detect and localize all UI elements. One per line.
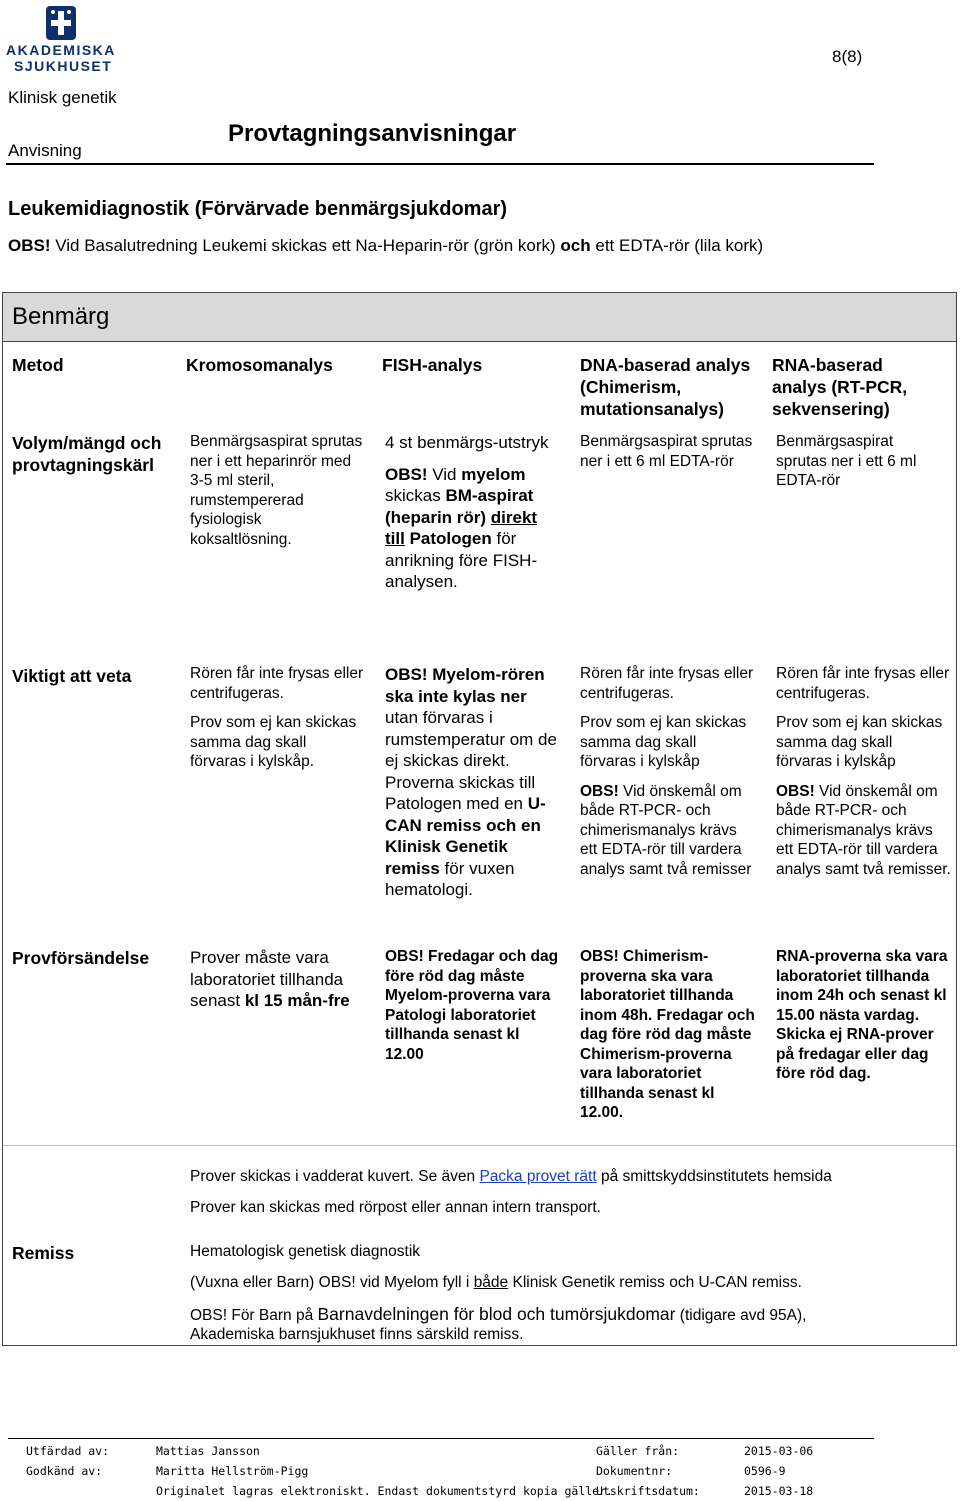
footer-utfardad-label: Utfärdad av: [26, 1444, 110, 1458]
row-label-viktigt: Viktigt att veta [12, 666, 132, 686]
header-metod: Metod [12, 355, 64, 375]
footer-godkand-label: Godkänd av: [26, 1464, 103, 1478]
basal-note: OBS! Vid Basalutredning Leukemi skickas ett Na-Heparin-rör (grön kork) och ett EDTA-rör (lila kork) [8, 236, 764, 255]
footer-godkand-value: Maritta Hellström-Pigg [156, 1464, 309, 1478]
header-dna: DNA-baserad analys (Chimerism, mutationsanalys) [580, 355, 751, 419]
table-band [3, 293, 956, 342]
footer-utskrift-label: Utskriftsdatum: [596, 1484, 700, 1498]
footer-divider [8, 1438, 874, 1439]
header-fish: FISH-analys [382, 355, 483, 375]
document-title: Provtagningsanvisningar [228, 120, 517, 147]
shipping-line-1: Prover skickas i vadderat kuvert. Se även Packa provet rätt på smittskyddsinstitutets hemsida [190, 1168, 832, 1185]
remiss-line-2: (Vuxna eller Barn) OBS! vid Myelom fyll i både Klinisk Genetik remiss och U-CAN remiss. [190, 1274, 802, 1291]
volym-dna: Benmärgsaspirat sprutas ner i ett 6 ml EDTA-rör [580, 433, 753, 470]
shipping-line-2: Prover kan skickas med rörpost eller annan intern transport. [190, 1199, 601, 1216]
remiss-line-3: OBS! För Barn på Barnavdelningen för blod och tumörsjukdomar (tidigare avd 95A), [190, 1304, 807, 1324]
volym-fish: 4 st benmärgs-utstryk OBS! Vid myelom skickas BM-aspirat (heparin rör) direkt till Patologen för anrikning före FISH-analysen. [385, 433, 549, 591]
section-title: Leukemidiagnostik (Förvärvade benmärgsjukdomar) [8, 198, 508, 220]
department: Klinisk genetik [8, 88, 117, 107]
table-band-title: Benmärg [12, 303, 110, 330]
viktigt-dna: Rören får inte frysas eller centrifugeras. Prov som ej kan skickas samma dag skall förvaras i kylskåp OBS! Vid önskemål om både RT-PCR- och chimerismanalys krävs ett EDTA-rör till vardera analys samt två remisser [580, 665, 754, 878]
logo-text: AKADEMISKA SJUKHUSET [6, 42, 116, 74]
viktigt-kromosom: Rören får inte frysas eller centrifugeras. Prov som ej kan skickas samma dag skall förvaras i kylskåp. [190, 665, 364, 770]
footer-utfardad-value: Mattias Jansson [156, 1444, 260, 1458]
footer-dokumentnr-value: 0596-9 [744, 1464, 786, 1478]
packa-provet-ratt-link[interactable]: Packa provet rätt [479, 1168, 597, 1185]
remiss-line-4: Akademiska barnsjukhuset finns särskild remiss. [190, 1326, 524, 1343]
remiss-line-1: Hematologisk genetisk diagnostik [190, 1243, 421, 1260]
row-divider [3, 1145, 956, 1146]
row-label-remiss: Remiss [12, 1243, 75, 1263]
page-number: 8(8) [832, 47, 863, 66]
footer-galler-value: 2015-03-06 [744, 1444, 814, 1458]
footer-original-note: Originalet lagras elektroniskt. Endast dokumentstyrd kopia gäller. [156, 1484, 613, 1498]
volym-kromosom: Benmärgsaspirat sprutas ner i ett heparinrör med 3-5 ml steril, rumstempererad fysiologisk koksaltlösning. [190, 433, 363, 548]
header-rna: RNA-baserad analys (RT-PCR, sekvensering) [772, 355, 908, 419]
header-divider [6, 163, 874, 165]
footer-dokumentnr-label: Dokumentnr: [596, 1464, 673, 1478]
row-label-provforsandelse: Provförsändelse [12, 948, 150, 968]
footer-utskrift-value: 2015-03-18 [744, 1484, 814, 1498]
footer-galler-label: Gäller från: [596, 1444, 680, 1458]
document-type: Anvisning [8, 141, 82, 160]
prov-dna: OBS! Chimerism-proverna ska vara laboratoriet tillhanda inom 48h. Fredagar och dag före röd dag måste Chimerism-proverna vara laboratoriet tillhanda senast kl 12.00. [580, 948, 755, 1121]
volym-rna: Benmärgsaspirat sprutas ner i ett 6 ml EDTA-rör [776, 433, 917, 489]
prov-kromosom: Prover måste vara laboratoriet tillhanda senast kl 15 mån-fre [190, 948, 350, 1010]
prov-rna: RNA-proverna ska vara laboratoriet tillhanda inom 24h och senast kl 15.00 nästa vardag. Skicka ej RNA-prover på fredagar eller dag före röd dag. [776, 948, 948, 1082]
viktigt-fish: OBS! Myelom-rören ska inte kylas ner utan förvaras i rumstemperatur om de ej skickas direkt. Proverna skickas till Patologen med en U-CAN remiss och en Klinisk Genetik remiss för vuxen hematologi. [385, 665, 557, 899]
header-kromosomanalys: Kromosomanalys [186, 355, 333, 375]
row-label-volym: Volym/mängd och provtagningskärl [12, 433, 162, 475]
prov-fish: OBS! Fredagar och dag före röd dag måste Myelom-proverna vara Patologi laboratoriet tillhanda senast kl 12.00 [385, 948, 559, 1063]
viktigt-rna: Rören får inte frysas eller centrifugeras. Prov som ej kan skickas samma dag skall förvaras i kylskåp OBS! Vid önskemål om både RT-PCR- och chimerismanalys krävs ett EDTA-rör till vardera analys samt två remisser. [776, 665, 951, 878]
